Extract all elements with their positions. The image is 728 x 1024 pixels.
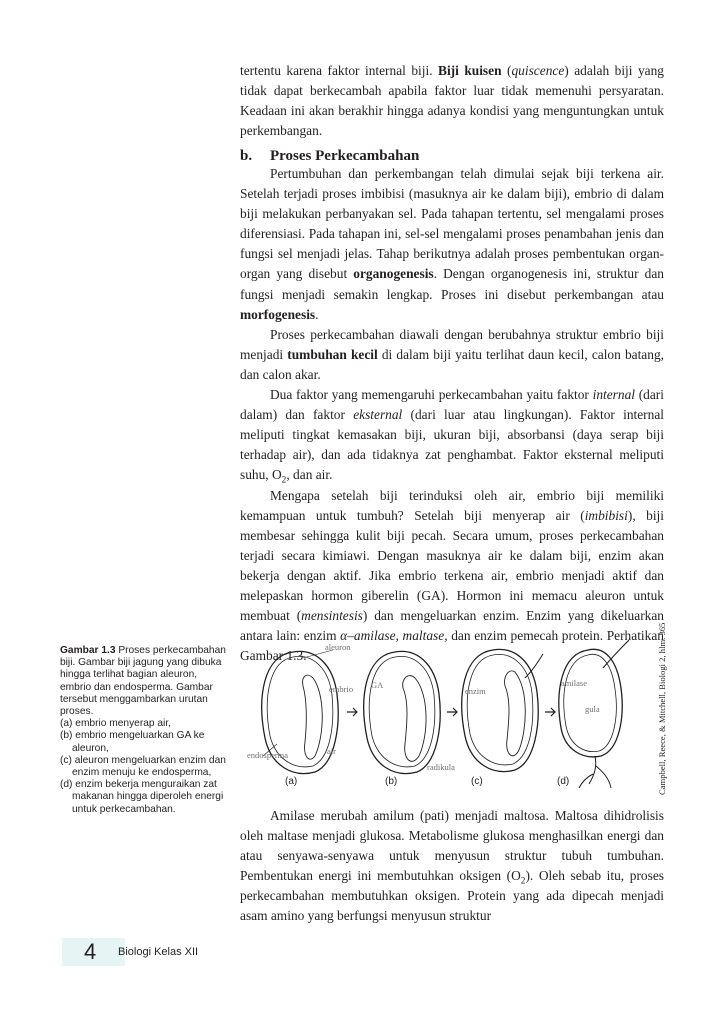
figure-caption (60, 645, 228, 816)
panel-label-c: (c) (471, 776, 483, 787)
text-run: Pertumbuhan dan perkembangan telah dimulai sejak biji terkena air. Setelah terjadi proses imbibisi (masuknya air ke dalam biji), embrio di dalam biji melakukan perbanyakan sel. Pada tahapan tertentu, sel mengalami proses diferensiasi. Pada tahapan ini, sel-sel mengalami proses penambahan jenis dan fungsi sel menjadi jelas. Tahap berikutnya adalah proses pembentukan organ-organ yang disebut (240, 166, 664, 282)
caption-item: (d) enzim bekerja menguraikan zat makanan hingga diperoleh energi untuk perkecambahan. (60, 779, 224, 815)
text-run: ). Oleh sebab itu, proses perkecambahan membutuhkan oksigen. Protein yang ada dipecah menjadi asam amino yang berfungsi menyusun struktur (240, 868, 664, 924)
text-run: tertentu karena faktor internal biji. (240, 63, 439, 78)
term-enzymes: α–amilase, maltase, (340, 628, 448, 644)
text-run: Amilase merubah amilum (pati) menjadi maltosa. Maltosa dihidrolisis oleh maltase menjadi glukosa. Metabolisme glukosa menghasilkan energi dan atau senyawa-senyawa untuk menyusun struktur tubuh tumbuhan. Pembentukan energi ini membutuhkan oksigen (O (240, 808, 664, 884)
main-body (240, 164, 664, 666)
label-radikula: radikula (427, 762, 455, 772)
term-biji-kuisen: Biji kuisen (438, 63, 502, 78)
term-internal: internal (592, 387, 635, 403)
subscript: 2 (520, 876, 526, 887)
footer-title: Biologi Kelas XII (118, 946, 199, 958)
paragraph-5 (240, 806, 664, 927)
text-run: ), biji membesar sehingga kulit biji pecah. Secara umum, proses perkecambahan terjadi secara kimiawi. Dengan masuknya air ke dalam biji, enzim akan bekerja dengan aktif. Jika embrio terkena air, embrio menjadi aktif dan melepaskan hormon giberelin (GA). Hormon ini memacu aleuron untuk membuat ( (240, 507, 664, 624)
seed-a-embrio (303, 675, 323, 759)
caption-text: Proses perkecambahan biji. Gambar biji jagung yang dibuka hingga terlihat bagian aleuron, embrio dan endosperma. Gambar tersebut menggambarkan urutan proses. (60, 645, 226, 718)
label-air: air (327, 746, 336, 756)
panel-label-d: (d) (557, 776, 570, 787)
text-run: ) adalah biji yang tidak dapat berkecambah apabila faktor luar tidak memenuhi persyaratan. Keadaan ini akan berakhir hingga adanya kondisi yang menguntungkan untuk perkembangan. (240, 63, 664, 139)
seed-d-aleuron (564, 654, 617, 751)
seed-illustration (243, 638, 643, 790)
text-run: (dari dalam) dan faktor (240, 387, 664, 423)
text-run: ( (501, 63, 512, 78)
term-imbibisi: imbibisi (584, 507, 628, 523)
label-aleuron: aleuron (325, 642, 351, 652)
subscript: 2 (281, 476, 287, 487)
seed-c-outline (462, 649, 538, 771)
caption-item: (b) embrio mengeluarkan GA ke aleuron, (60, 730, 205, 754)
text-run: Proses perkecambahan diawali dengan berubahnya struktur embrio biji menjadi (240, 326, 664, 362)
text-run: Dua faktor yang memengaruhi perkecambahan yaitu faktor (270, 387, 593, 403)
paragraph-1 (240, 164, 664, 325)
label-amilase: amilase (561, 678, 587, 688)
label-ga: GA (371, 680, 384, 690)
text-run: , dan air. (286, 467, 333, 483)
text-run: dan enzim pemecah protein. Perhatikan Gambar 1.3. (240, 628, 664, 664)
term-morfogenesis: morfogenesis (240, 306, 316, 322)
paragraph-3 (240, 385, 664, 485)
text-run: . Dengan organogenesis ini, struktur dan fungsi menjadi semakin lengkap. Proses ini disebut perkembangan atau (240, 266, 664, 302)
text-run: (dari luar atau lingkungan). Faktor internal meliputi tingkat kemasakan biji, ukuran biji, absorbansi (daya serap biji terhadap air), dan ada tidaknya zat penghambat. Faktor eksternal meliputi suhu, O (240, 407, 664, 483)
caption-item: (c) aleuron mengeluarkan enzim dan enzim menuju ke endosperma, (60, 754, 226, 779)
term-tumbuhan-kecil: tumbuhan kecil (287, 346, 378, 362)
seed-b-outline (364, 651, 440, 773)
section-heading (240, 146, 419, 166)
text-run: ) dan mengeluarkan enzim. Enzim yang dikeluarkan antara lain: enzim (240, 608, 664, 644)
term-eksternal: eksternal (353, 407, 403, 423)
panel-label-a: (a) (285, 776, 298, 787)
seed-c-aleuron (467, 654, 533, 764)
caption-label: Gambar 1.3 (60, 645, 116, 656)
seed-d-root (579, 756, 611, 788)
text-run: Mengapa setelah biji terinduksi oleh air, embrio biji memiliki kemampuan untuk tumbuh? Setelah biji menyerap air ( (240, 487, 664, 523)
section-title: Proses Perkecambahan (270, 148, 420, 164)
seed-c-embrio (505, 671, 526, 756)
section-number: b. (240, 148, 253, 164)
label-enzim: enzim (465, 686, 486, 696)
text-run: di dalam biji yaitu terlihat daun kecil, calon batang, dan calon akar. (240, 346, 664, 382)
paragraph-2 (240, 325, 664, 385)
germination-figure (243, 638, 643, 790)
after-figure-body (240, 806, 664, 927)
label-endosperma: endosperma (247, 750, 289, 760)
arrow-3 (545, 708, 555, 716)
arrow-2 (447, 708, 457, 716)
caption-item: (a) embrio menyerap air, (60, 718, 171, 730)
label-embrio: embrio (329, 684, 354, 694)
label-gula: gula (585, 704, 600, 714)
term-organogenesis: organogenesis (353, 266, 434, 282)
seed-b-embrio (403, 676, 426, 762)
figure-credit: Campbell, Reece, & Mitchell, Biologi 2, hlm. 365 (657, 622, 667, 795)
seed-b-aleuron (369, 656, 435, 766)
page-number: 4 (84, 939, 97, 964)
panel-label-b: (b) (385, 776, 398, 787)
arrow-1 (347, 708, 357, 716)
text-run: . (315, 306, 319, 322)
intro-paragraph (240, 61, 664, 141)
term-mensintesis: mensintesis (301, 608, 363, 624)
term-quiscence: quiscence (511, 63, 565, 78)
